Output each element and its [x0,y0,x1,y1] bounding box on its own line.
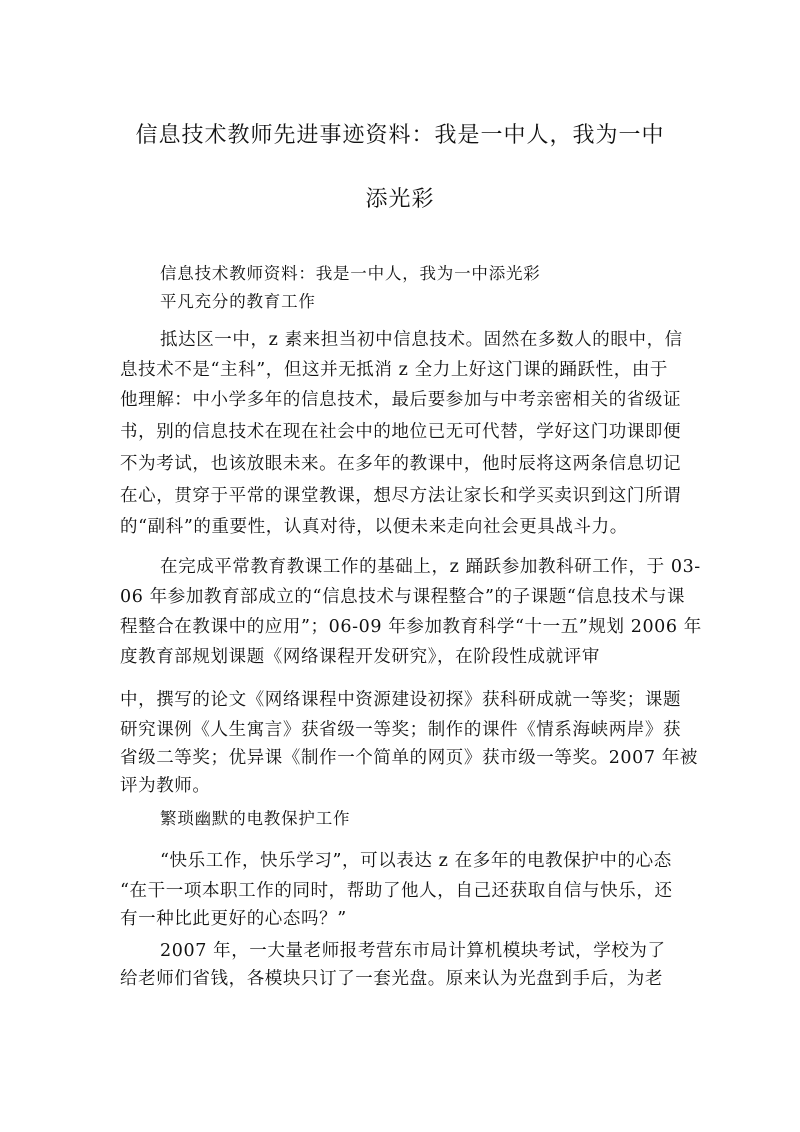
paragraph-line: 给老师们省钱，各模块只订了一套光盘。原来认为光盘到手后，为老 [120,969,663,989]
section-heading-maintenance: 繁琐幽默的电教保护工作 [160,809,351,828]
paragraph-line: “在干一项本职工作的同时，帮助了他人，自己还获取自信与快乐，还 [120,881,673,901]
paragraph-line: 在完成平常教育教课工作的基础上，z 踊跃参加教科研工作，于 03- [160,557,701,577]
subtitle: 信息技术教师资料：我是一中人，我为一中添光彩 [160,264,541,283]
paragraph-line: 度教育部规划课题《网络课程开发研究》，在阶段性成就评审 [120,647,600,667]
paragraph-line: 研究课例《人生寓言》获省级一等奖；制作的课件《情系海峡两岸》获 [120,720,682,740]
paragraph-line: 06 年参加教育部成立的“信息技术与课程整合”的子课题“信息技术与课 [120,587,686,607]
paragraph-line: 省级二等奖；优异课《制作一个简单的网页》获市级一等奖。2007 年被 [120,748,698,768]
paragraph-line: “快乐工作，快乐学习”，可以表达 z 在多年的电教保护中的心态 [160,851,672,871]
paragraph-line: 有一种比此更好的心态吗？” [120,909,347,929]
document-title-line-1: 信息技术教师先进事迹资料：我是一中人，我为一中 [135,123,665,148]
paragraph-line: 不为考试，也该放眼未来。在多年的教课中，他时辰将这两条信息切记 [120,454,682,474]
paragraph-line: 息技术不是“主科”，但这并无抵消 z 全力上好这门课的踊跃性，由于 [120,360,669,380]
paragraph-line: 他理解：中小学多年的信息技术，最后要参加与中考亲密相关的省级证 [120,390,682,410]
paragraph-line: 在心，贯穿于平常的课堂教课，想尽方法让家长和学买卖识到这门所谓 [120,486,682,506]
paragraph-line: 的“副科”的重要性，认真对待，以便未来走向社会更具战斗力。 [120,517,628,537]
paragraph-line: 2007 年，一大量老师报考营东市局计算机模块考试，学校为了 [160,941,666,961]
paragraph-line: 中，撰写的论文《网络课程中资源建设初探》获科研成就一等奖；课题 [120,690,682,710]
paragraph-line: 书，别的信息技术在现在社会中的地位已无可代替，学好这门功课即便 [120,422,682,442]
document-title-line-2: 添光彩 [365,187,435,212]
section-heading-teaching: 平凡充分的教育工作 [160,292,316,311]
paragraph-line: 抵达区一中，z 素来担当初中信息技术。固然在多数人的眼中，信 [160,330,683,350]
paragraph-line: 程整合在教课中的应用”；06-09 年参加教育科学“十一五”规划 2006 年 [120,617,702,637]
paragraph-line: 评为教师。 [120,776,211,796]
